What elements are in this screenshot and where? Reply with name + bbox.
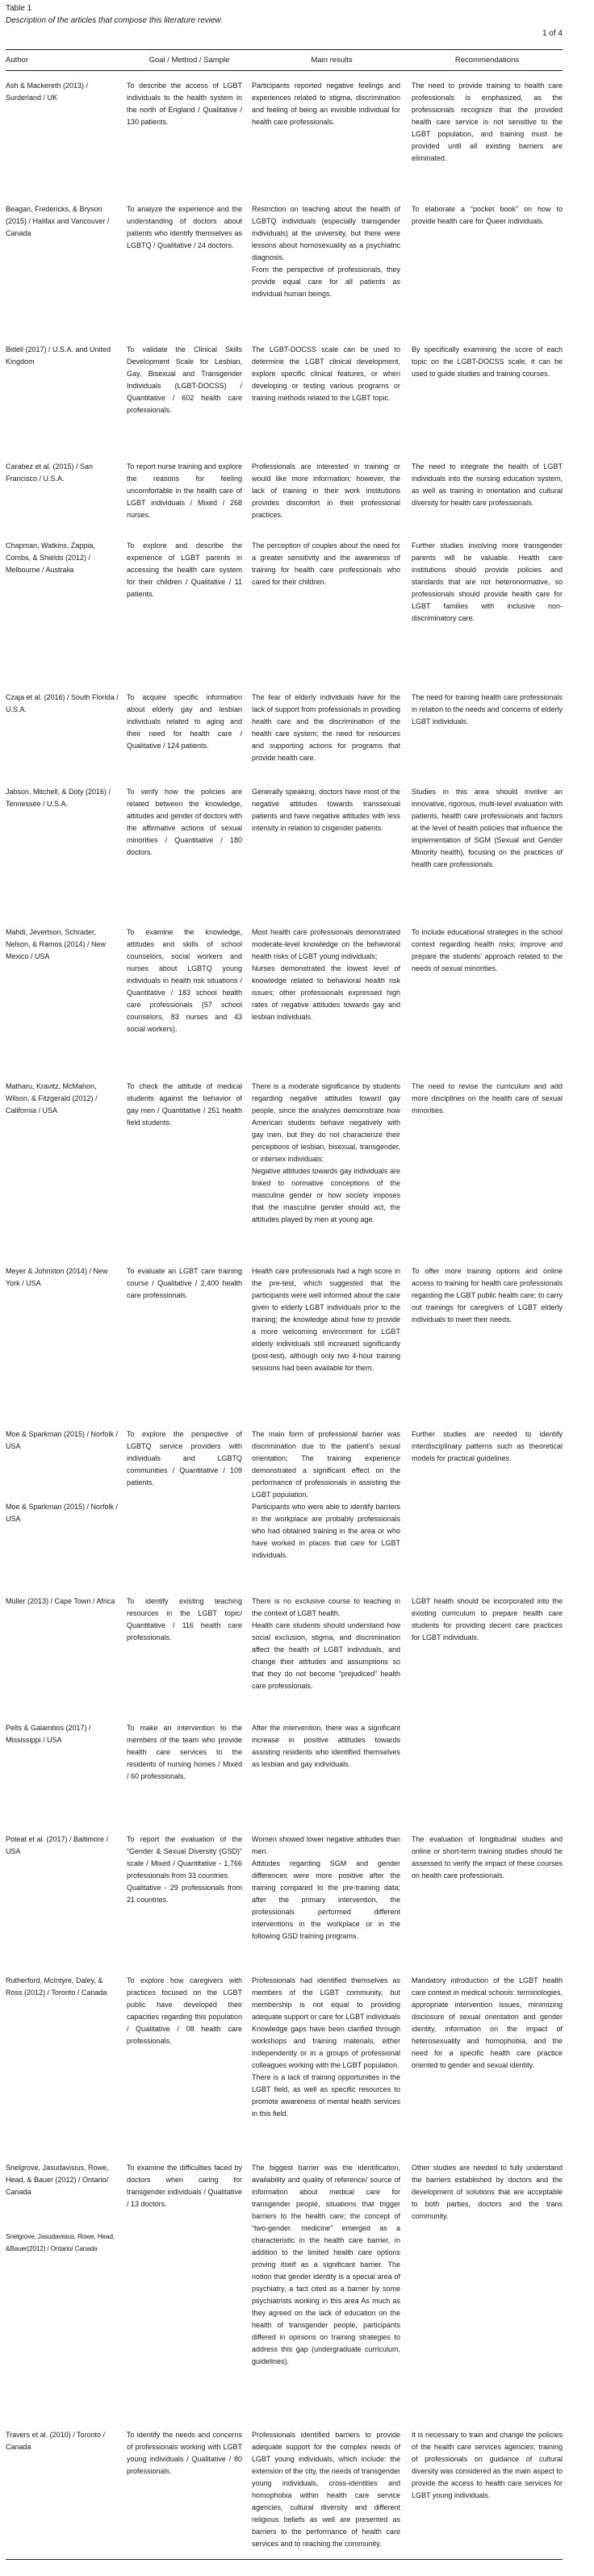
cell-recommendations: Mandatory introduction of the LGBT health care context in medical schools: terminologies, appropriate intervention issues, minimizing disclosure of sexual orientation and gender identity, information on the impact of heterosexuality and homophobia, and the need for a specific health care practice oriented to gender and sexual identity. xyxy=(412,1976,563,2069)
cell-author: Travers et al. (2010) / Toronto / Canada xyxy=(6,2429,127,2560)
cell-main-results: Most health care professionals demonstrated moderate-level knowledge on the behavioral health risks of LGBT young individuals; Nurses demonstrated the lowest level of knowledge related to behavioral health risk issues; other professionals expressed high rates of negative attitudes towards gay and lesbian individuals. xyxy=(252,927,400,1021)
table-header xyxy=(6,50,563,71)
cell-author: Matharu, Kravitz, McMahon, Wilson, & Fitzgerald (2012) / California / USA xyxy=(6,1081,98,1114)
table-row xyxy=(6,692,563,786)
cell-goal-method-sample: To acquire specific information about elderly gay and lesbian individuals related to aging and their need for health care / Qualitative / 124 patients. xyxy=(127,692,242,750)
cell-recommendations: LGBT health should be incorporated into the existing curriculum to prepare health care students for providing decent care practices for LGBT individuals. xyxy=(412,1596,563,1641)
cell-recommendations: To elaborate a “pocket book” on how to provide health care for Queer individuals. xyxy=(412,204,563,225)
cell-author: Snelgrove, Jasudavisius, Rowe, Head, & Bauer (2012) / Ontario/ Canada xyxy=(6,2163,109,2196)
cell-main-results: Participants reported negative feelings and experiences related to stigma, discrimination and feeling of being an invisible individual for health care professionals. xyxy=(252,82,400,126)
articles-table xyxy=(6,49,563,2560)
cell-author: Bidell (2017) / U.S.A. and United Kingdom xyxy=(6,345,111,366)
cell-main-results: Professionals identified barriers to provide adequate support for the complex needs of LGBT young individuals, which include: the extension of the city, the needs of transgender young individuals, cross-identities and homophobia within health care service agencies, cultural diversity and different religious beliefs as well are presented as barriers to the performance of health care services and to reaching the community. xyxy=(252,2429,412,2560)
cell-goal-method-sample: To check the attitude of medical students against the behavior of gay men / Quantitative / 251 health field students. xyxy=(127,1081,242,1127)
cell-goal-method-sample: To analyze the experience and the understanding of doctors about patients who identify themselves as LGBTQ / Qualitative / 24 doctors. xyxy=(127,204,242,249)
cell-goal-method-sample: To report nurse training and explore the reasons for feeling uncomfortable in the health care of LGBT individuals / Mixed / 268 nurses. xyxy=(127,462,242,519)
table-row xyxy=(6,461,563,540)
cell-recommendations: To offer more training options and online access to training for health care professionals regarding the LGBT public health care; to carry out trainings for caregivers of LGBT elderly individuals to meet their needs. xyxy=(412,1266,563,1324)
cell-main-results: There is no exclusive course to teaching in the context of LGBT health. Health care students should understand how social exclusion, stigma, and discrimination affect the health of LGBT individuals, and change their attitudes and assumptions so that they do not become “prejudiced” health care professionals. xyxy=(252,1596,400,1690)
cell-recommendations: The need to integrate the health of LGBT individuals into the nursing education system, as well as training in orientation and cultural diversity for health care professionals. xyxy=(412,462,563,507)
table-row xyxy=(6,1975,563,2162)
table-caption: Description of the articles that compose this literature review xyxy=(6,16,221,25)
cell-author: Mahdi, Jevertson, Schrader, Nelson, & Ramos (2014) / New Mexico / USA xyxy=(6,927,107,960)
page-indicator: 1 of 4 xyxy=(542,29,563,38)
cell-main-results: There is a moderate significance by students regarding negative attitudes toward gay people, since the analyzes demonstrate how American students behave negatively with gay men, but they do not characterize their perceptions of lesbian, bisexual, transgender, or intersex individuals; Negative attitudes towards gay individuals are linked to normative conceptions of the masculine gender or how society imposes that the masculine gender should act, the attitudes played by men at young age. xyxy=(252,1081,400,1223)
cell-main-results: The LGBT-DOCSS scale can be used to determine the LGBT clinical development, explore specific clinical features, or when developing or testing various programs or training methods related to the LGBT topic. xyxy=(252,345,400,402)
cell-goal-method-sample: To evaluate an LGBT care training course / Qualitative / 2,400 health care professionals. xyxy=(127,1266,242,1299)
cell-goal-method-sample: To examine the knowledge, attitudes and skills of school counselors, social workers and nurses about LGBTQ young individuals in health risk situations / Quantitative / 183 school health care professionals (57 school counselors, 83 nurses and 43 social workers). xyxy=(127,927,242,1033)
table-row xyxy=(6,2429,563,2560)
cell-main-results: The perception of couples about the need for a greater sensitivity and the awareness of training for health care professionals who cared for their children. xyxy=(252,541,400,586)
cell-main-results: Generally speaking, doctors have most of the negative attitudes towards transsexual patients and have negative attitudes with less intensity in relation to cisgender patients. xyxy=(252,787,400,832)
cell-main-results: Professionals are interested in training or would like more information; however, the lack of training in their work institutions provides discomfort in their professional practices. xyxy=(252,462,400,519)
cell-recommendations: To include educational strategies in the school context regarding health risks; improve and prepare the students’ approach related to the needs of sexual minorities. xyxy=(412,927,563,972)
cell-recommendations: The need to provide training to health care professionals is emphasized, as the professionals recognize that the provided health care service is not sensitive to the LGBT population, and training must be provided until all existing barriers are eliminated. xyxy=(412,82,563,162)
cell-main-results: The biggest barrier was the identification, availability and quality of reference/ source of information about medical care for transgender people, situations that trigger barriers to the health care; the concept of “two-gender. medicine” emerged as a characteristic in the health care barrier, in addition to the limited health care options proving itself as a significant barrier. The notion that gender identity is a special area of psychiatry, a fact cited as a barrier by some psychiatrists working in this area As much as they agreed on the lack of education on the health of transgender people, participants differed in opinions on training strategies to address this gap (undergraduate curriculum, guidelines). xyxy=(252,2163,400,2365)
cell-recommendations: The need to revise the curriculum and add more disciplines on the health care of sexual minorities. xyxy=(412,1081,563,1114)
cell-main-results: Participants who were able to identify barriers in the workplace are probably professionals who had obtained training in the area or who have worked in places that care for LGBT individuals. xyxy=(252,1502,400,1559)
cell-goal-method-sample: To explore how caregivers with practices focused on the LGBT public have developed their capacities regarding this population / Qualitative / 08 health care professionals. xyxy=(127,1976,242,2045)
cell-goal-method-sample: To examine the difficulties faced by doctors when caring for transgender individuals / Qualitative / 13 doctors. xyxy=(127,2163,242,2208)
cell-recommendations xyxy=(412,1722,563,1834)
table-row xyxy=(6,1834,563,1975)
cell-goal-method-sample: To identify existing teaching resources in the LGBT topic/ Quantitative / 116 health care professionals. xyxy=(127,1596,242,1641)
cell-goal-method-sample: To explore the perspective of LGBTQ service providers with individuals and LGBTQ communities / Quantitative / 109 patients. xyxy=(127,1429,242,1487)
cell-main-results: Professionals had identified themselves as members of the LGBT community, but membership is not equal to providing adequate support or care for LGBT individuals Knowledge gaps have been clarified through workshops and training materials, either independently or in a groups of professional colleagues working with the LGBT population. There is a lack of training opportunities in the LGBT field, as well as specific resources to promote awareness of mental health services in this field. xyxy=(252,1976,400,2118)
cell-main-results: After the intervention, there was a significant increase in positive attitudes towards assisting residents who identified themselves as lesbian and gay individuals. xyxy=(252,1723,400,1768)
table-row xyxy=(6,926,563,1081)
cell-main-results: Health care professionals had a high score in the pre-test, which suggested that the participants were well informed about the care given to elderly LGBT individuals prior to the training; the knowledge about how to provide a more welcoming environment for LGBT elderly individuals still increased significantly (post-test), although only two 4-hour training sessions had been available for them. xyxy=(252,1266,400,1372)
table-row xyxy=(6,71,563,203)
cell-author: Poteat et al. (2017) / Baltimore / USA xyxy=(6,1834,109,1855)
cell-goal-method-sample: To make an intervention to the members of the team who provide health care services to the residents of nursing homes / Mixed / 60 professionals. xyxy=(127,1723,242,1780)
table-row xyxy=(6,1081,563,1265)
table-row xyxy=(6,540,563,692)
table-body xyxy=(6,71,563,2560)
cell-author: Rutherford, McIntyre, Daley, & Ross (2012) / Toronto / Canada xyxy=(6,1976,107,1997)
cell-goal-method-sample: To describe the access of LGBT individuals to the health system in the north of England / Qualitative / 130 patients. xyxy=(127,82,242,126)
table-row xyxy=(6,1595,563,1722)
table-row xyxy=(6,1722,563,1834)
table-row xyxy=(6,1428,563,1501)
cell-recommendations: The need for training health care professionals in relation to the needs and concerns of elderly LGBT individuals. xyxy=(412,692,563,726)
cell-author: Ash & Mackereth (2013) / Surderland / UK xyxy=(6,82,89,102)
table-row xyxy=(6,1265,563,1428)
column-header-goal: Goal / Method / Sample xyxy=(127,50,252,71)
cell-recommendations: By specifically examining the score of each topic on the LGBT-DOCSS scale, it can be used to guide studies and training courses. xyxy=(412,345,563,378)
cell-author: Müller (2013) / Cape Town / Africa xyxy=(6,1596,115,1605)
cell-main-results: Restriction on teaching about the health of LGBTQ individuals (especially transgender individuals) at the university, but there were lessons about homosexuality as a psychiatric diagnosis. From the perspective of professionals, they provide equal care for all patients as individual human beings. xyxy=(252,204,400,298)
cell-author: Moe & Sparkman (2015) / Norfolk / USA xyxy=(6,1502,119,1523)
cell-recommendations: Further studies involving more transgender parents will be valuable. Health care institutions should provide policies and standards that are not heteronormative, so professionals should provide health care for LGBT families with inclusive non-discriminatory care. xyxy=(412,541,563,622)
table-row xyxy=(6,344,563,461)
cell-main-results: The main form of professional barrier was discrimination due to the patient’s sexual orientation; The training experience demonstrated a significant effect on the performance of professionals in assisting the LGBT population. xyxy=(252,1429,400,1499)
header-row xyxy=(6,50,563,71)
cell-author: Chapman, Watkins, Zappia, Combs, & Shields (2012) / Melbourne / Australia xyxy=(6,541,95,574)
cell-author: Jabson, Mitchell, & Doty (2016) / Tennessee / U.S.A. xyxy=(6,787,111,808)
cell-author: Beagan, Fredericks, & Bryson (2015) / Halifax and Vancouver / Canada xyxy=(6,204,110,237)
cell-author: Czaja et al. (2016) / South Florida / U.S.A. xyxy=(6,692,119,713)
cell-recommendations: Studies in this area should involve an innovative, rigorous, multi-level evaluation with patients, health care professionals and factors at the level of health policies that influence the implementation of SGM (Sexual and Gender Minority health), focusing on the practices of health care professionals. xyxy=(412,787,563,868)
cell-author: Moe & Sparkman (2015) / Norfolk / USA xyxy=(6,1429,119,1450)
cell-goal-method-sample: To validate the Clinical Skills Development Scale for Lesbian, Gay, Bisexual and Transgender Individuals (LGBT-DOCSS) / Quantitative / 602 health care professionals. xyxy=(127,345,242,414)
cell-goal-method-sample: To identify the needs and concerns of professionals working with LGBT young individuals / Qualitative / 80 professionals. xyxy=(127,2429,252,2560)
cell-author: Pelts & Galambos (2017) / Mississippi / USA xyxy=(6,1723,91,1744)
table-row xyxy=(6,203,563,344)
cell-recommendations: Other studies are needed to fully understand the barriers established by doctors and the development of solutions that are acceptable to both parties, doctors and the trans community. xyxy=(412,2163,563,2220)
cell-recommendations: The evaluation of longitudinal studies and online or short-term training studies should be assessed to verify the impact of these courses on health care professionals. xyxy=(412,1834,563,1880)
cell-main-results: The fear of elderly individuals have for the lack of support from professionals in providing health care and the discrimination of the health care system; the need for resources and supporting actions for programs that provide health care. xyxy=(252,692,400,762)
table-row xyxy=(6,2162,563,2231)
cell-recommendations: Further studies are needed to identify interdisciplinary patterns such as theoretical models for practical guidelines. xyxy=(412,1429,563,1462)
cell-recommendations: It is necessary to train and change the policies of the health care services agencies; training of professionals on guidance of cultural diversity was considered as the main aspect to provide the access to health care services for LGBT young individuals. xyxy=(412,2429,563,2560)
cell-goal-method-sample: To verify how the policies are related between the knowledge, attitudes and gender of doctors with the affirmative actions of sexual minorities / Quantitative / 180 doctors. xyxy=(127,787,242,856)
cell-author: Carabez et al. (2015) / San Francisco / U.S.A. xyxy=(6,462,94,483)
table-label: Table 1 xyxy=(6,4,32,13)
cell-main-results: Women showed lower negative attitudes than men. Attitudes regarding SGM and gender differences were more positive after the training compared to the pre-training data; after the primary intervention, the professionals performed different interventions in the workplace or in the following GSD training programs. xyxy=(252,1834,400,1940)
cell-author: Meyer & Johnston (2014) / New York / USA xyxy=(6,1266,108,1287)
column-header-results: Main results xyxy=(252,50,412,71)
cell-goal-method-sample: To report the evaluation of the “Gender & Sexual Diversity (GSD)” scale / Mixed / Quantitative - 1,766 professionals from 33 countries. Qualitative - 29 professionals from 21 countries. xyxy=(127,1834,242,1904)
column-header-recommendations: Recommendations xyxy=(412,50,563,71)
table-row xyxy=(6,786,563,926)
cell-goal-method-sample: To explore and describe the experience of LGBT parents in accessing the health care system for their children / Qualitative / 11 patients. xyxy=(127,541,242,598)
cell-author: Snelgrove, Jasudavisius, Rowe, Head, &Bauer(2012) / Ontario/ Canada xyxy=(6,2231,115,2252)
column-header-author: Author xyxy=(6,50,127,71)
